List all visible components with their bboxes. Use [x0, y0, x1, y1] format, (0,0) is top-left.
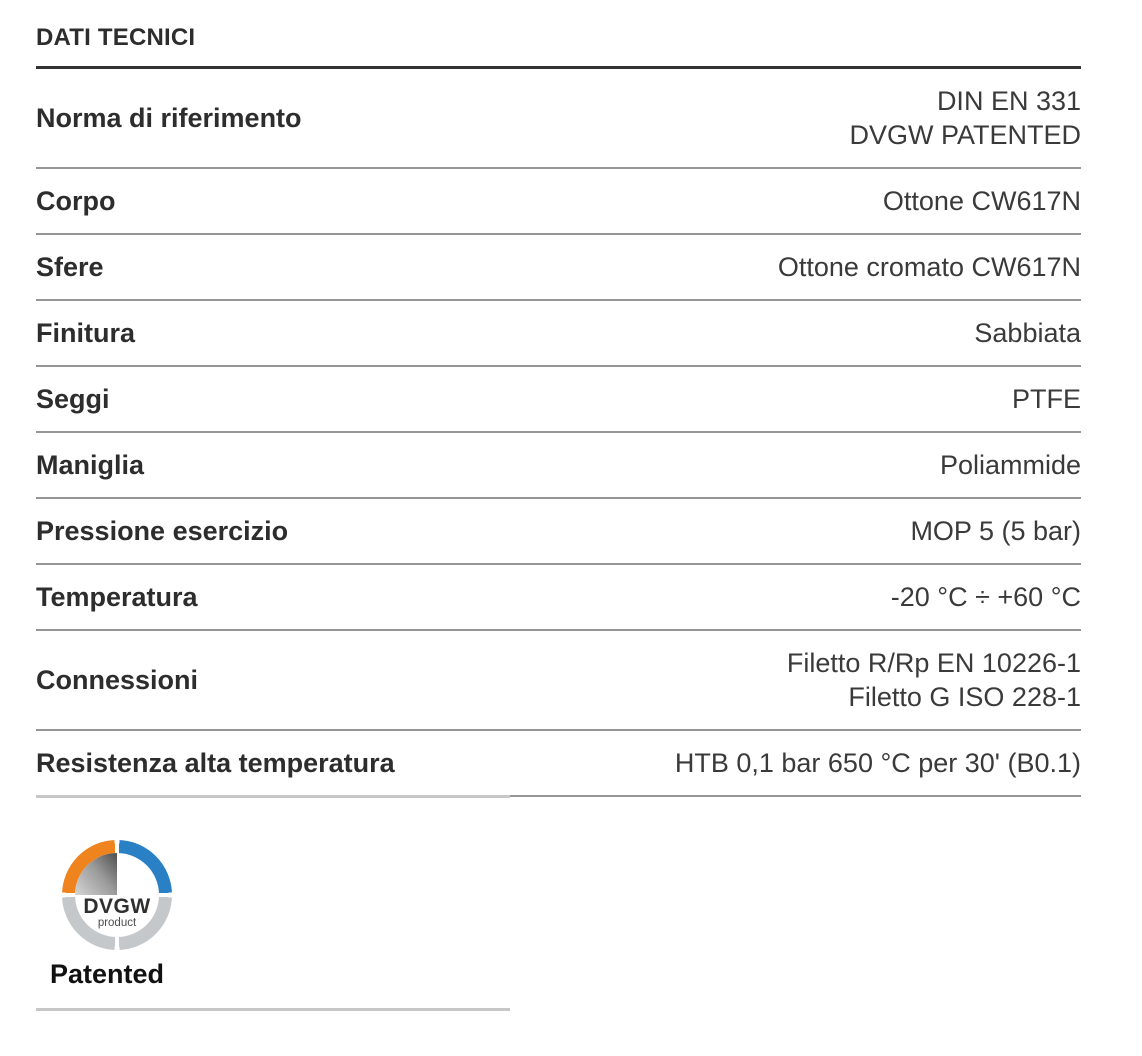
- table-row: [36, 169, 1081, 235]
- row-label: Connessioni: [36, 665, 199, 695]
- row-label: Temperatura: [36, 582, 198, 612]
- dvgw-logo-text: DVGW: [83, 894, 151, 918]
- row-label: Pressione esercizio: [36, 516, 289, 546]
- row-label: Sfere: [36, 252, 104, 282]
- row-value-line: PTFE: [1011, 384, 1081, 414]
- table-row: [36, 499, 1081, 565]
- row-label: Seggi: [36, 384, 110, 414]
- row-value: [144, 448, 1081, 482]
- row-value: [135, 316, 1081, 350]
- table-row: [36, 367, 1081, 433]
- row-value: [110, 382, 1081, 416]
- row-value: [288, 514, 1081, 548]
- table-row: [36, 235, 1081, 301]
- row-label: Finitura: [36, 318, 135, 348]
- row-value-line: HTB 0,1 bar 650 °C per 30' (B0.1): [674, 748, 1081, 778]
- row-value: [104, 250, 1081, 284]
- row-value-line: Poliammide: [939, 450, 1081, 480]
- table-row: [36, 301, 1081, 367]
- row-value-line: Filetto R/Rp EN 10226-1: [786, 648, 1081, 678]
- technical-data-table: [36, 69, 1081, 797]
- dvgw-logo-text-group: [75, 896, 159, 930]
- row-label: Resistenza alta temperatura: [36, 748, 395, 778]
- page-title: DATI TECNICI: [36, 0, 1081, 69]
- row-value-line: Ottone CW617N: [882, 186, 1081, 216]
- row-value-line: MOP 5 (5 bar): [910, 516, 1081, 546]
- row-value: [115, 184, 1081, 218]
- table-row: [36, 69, 1081, 169]
- table-row: [36, 731, 1081, 797]
- dvgw-inner-circle: [75, 853, 159, 937]
- row-value: [395, 746, 1081, 780]
- row-value-line: Ottone cromato CW617N: [777, 252, 1081, 282]
- table-row: [36, 631, 1081, 731]
- row-label: Corpo: [36, 186, 116, 216]
- row-value: [302, 84, 1081, 152]
- row-value-line: DVGW PATENTED: [849, 120, 1081, 150]
- row-label: Maniglia: [36, 450, 145, 480]
- table-row: [36, 565, 1081, 631]
- row-value: [198, 646, 1081, 714]
- dvgw-logo-subtext: product: [97, 916, 137, 929]
- patented-caption: Patented: [50, 958, 165, 989]
- row-value-line: Sabbiata: [974, 318, 1081, 348]
- row-value-line: DIN EN 331: [936, 86, 1081, 116]
- table-row: [36, 433, 1081, 499]
- dvgw-certification-icon: [62, 840, 172, 950]
- row-value: [198, 580, 1081, 614]
- technical-data-sheet: [36, 0, 1081, 1011]
- row-label: Norma di riferimento: [36, 103, 302, 133]
- row-value-line: -20 °C ÷ +60 °C: [890, 582, 1081, 612]
- certification-block: [36, 795, 510, 1011]
- row-value-line: Filetto G ISO 228-1: [848, 682, 1081, 712]
